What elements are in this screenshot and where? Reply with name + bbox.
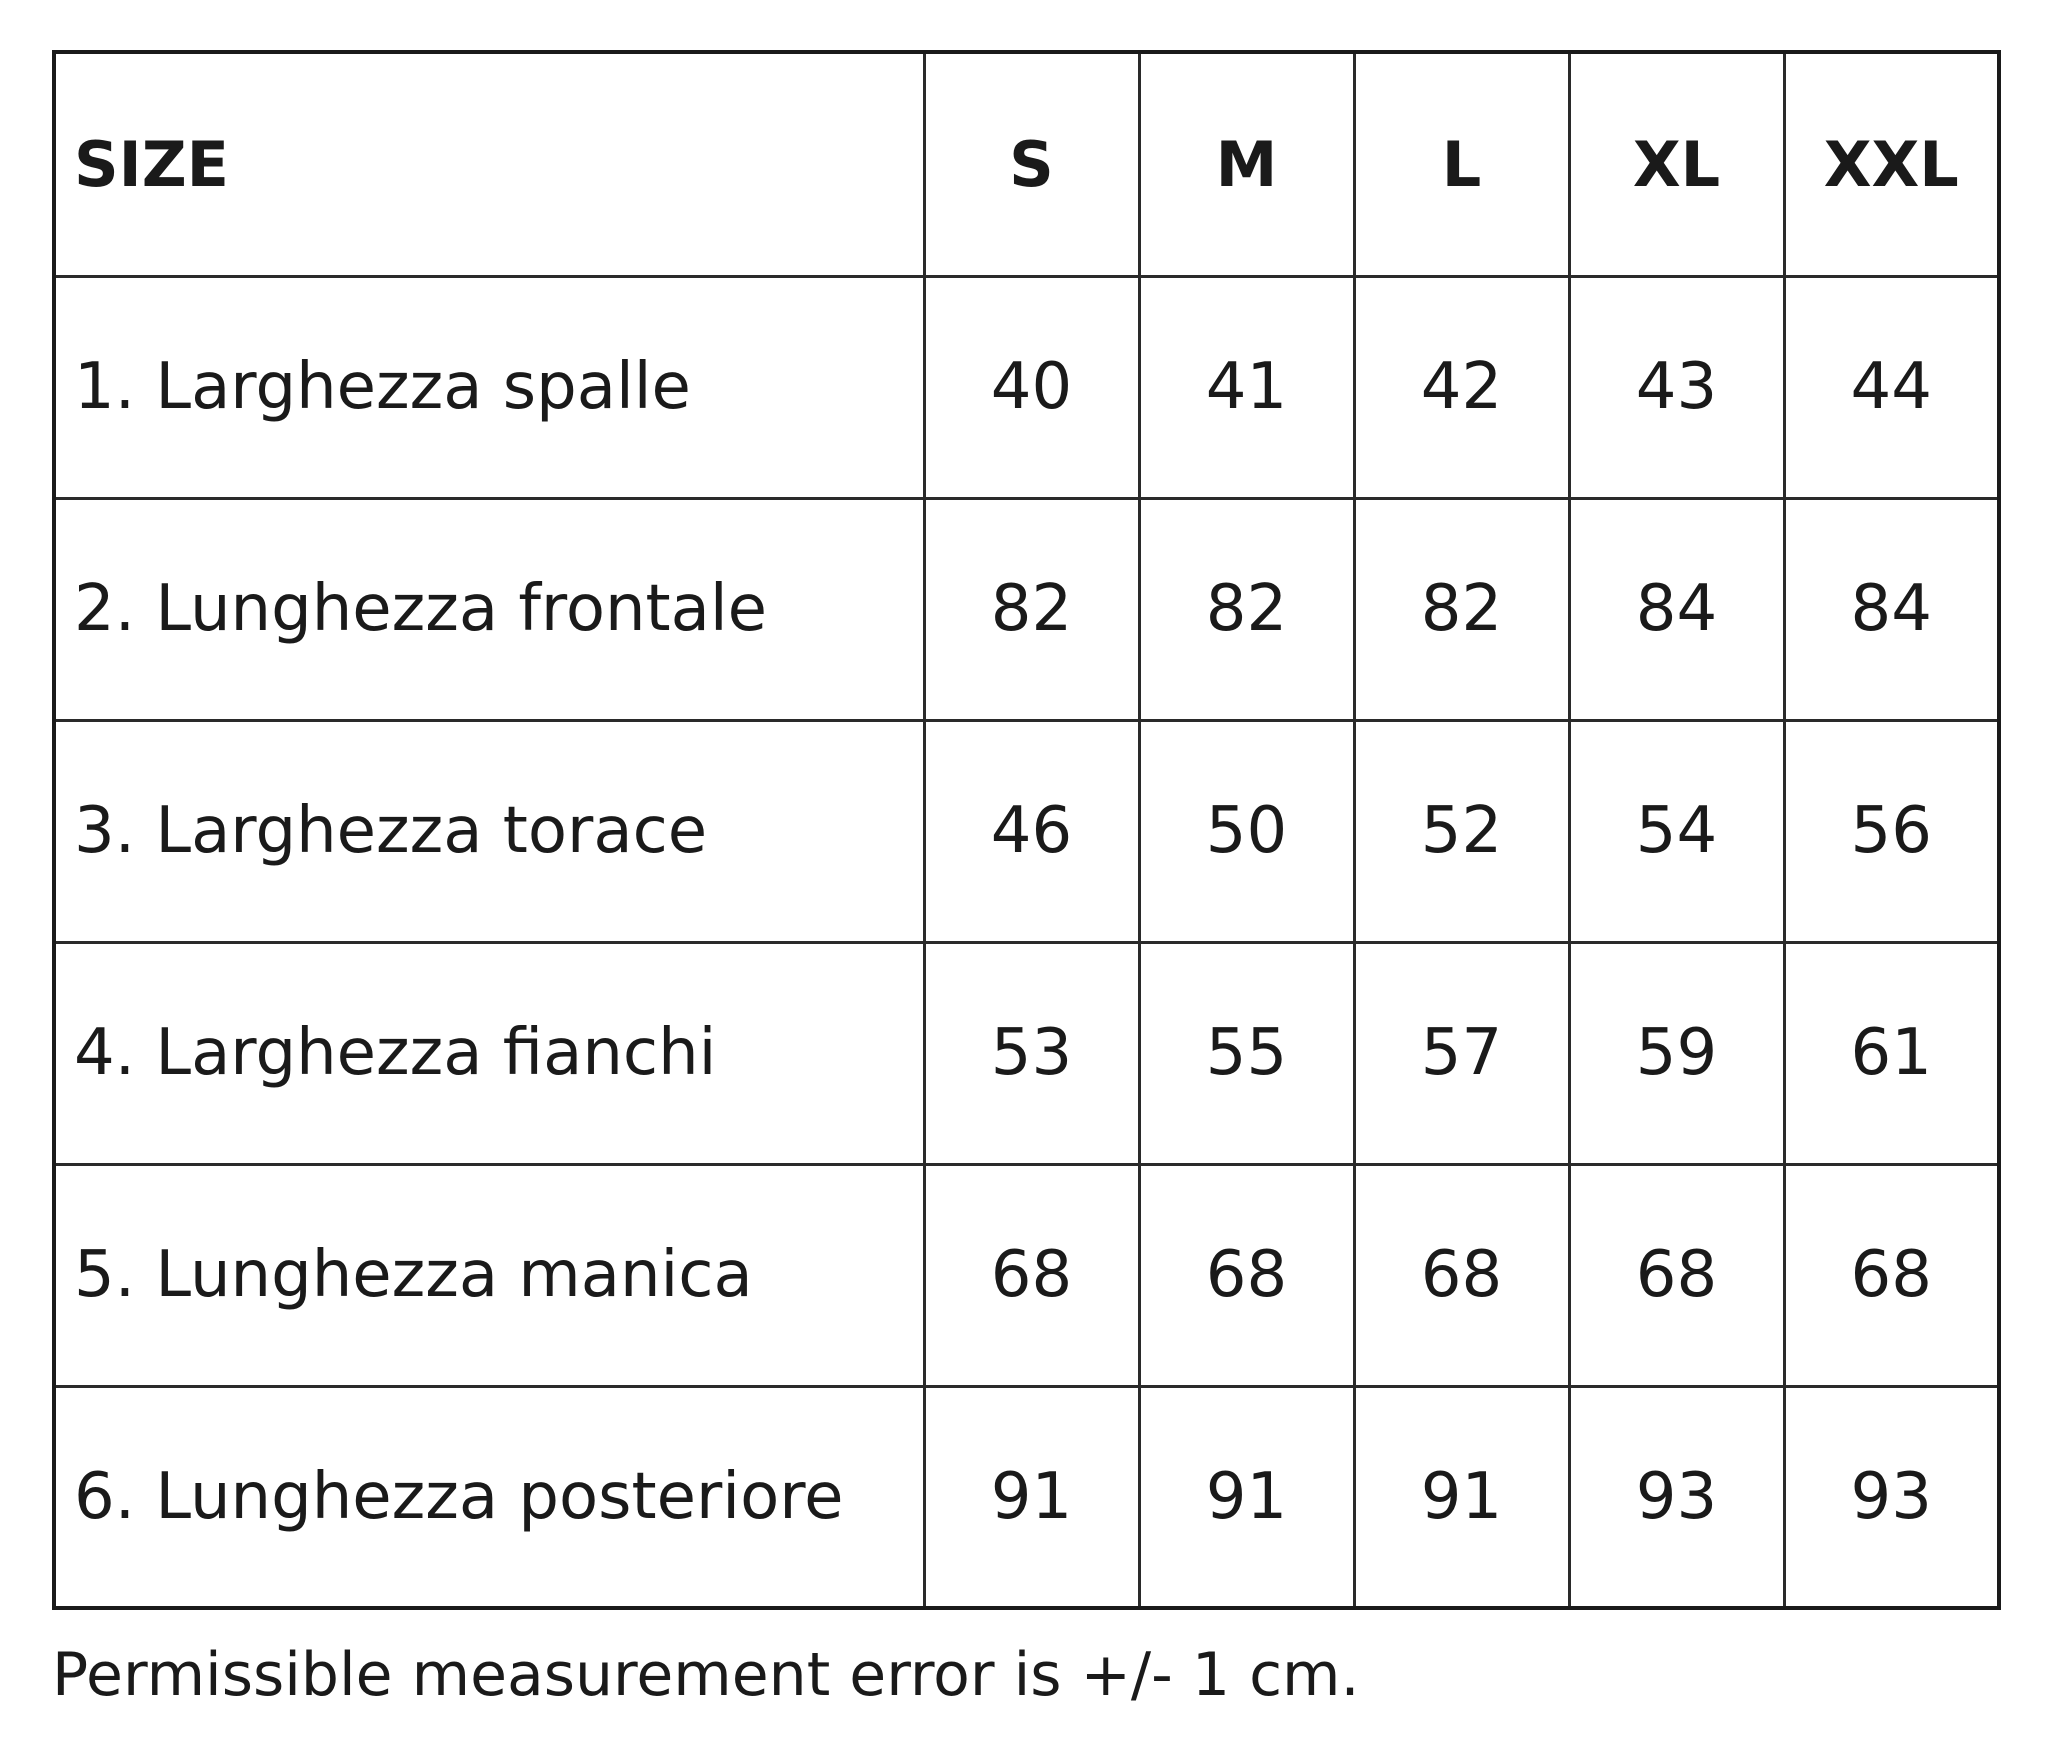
table-cell: 46: [924, 720, 1139, 942]
table-row: [54, 1164, 1999, 1386]
table-header-row: [54, 52, 1999, 276]
row-label: 3. Larghezza torace: [54, 720, 924, 942]
row-label: 2. Lunghezza frontale: [54, 498, 924, 720]
table-cell: 82: [1354, 498, 1569, 720]
table-cell: 91: [924, 1386, 1139, 1608]
table-cell: 52: [1354, 720, 1569, 942]
table-row: [54, 942, 1999, 1164]
table-row: [54, 1386, 1999, 1608]
table-cell: 68: [1784, 1164, 1999, 1386]
table-cell: 42: [1354, 276, 1569, 498]
table-cell: 84: [1569, 498, 1784, 720]
size-header-xl: XL: [1569, 52, 1784, 276]
size-header-m: M: [1139, 52, 1354, 276]
table-cell: 68: [924, 1164, 1139, 1386]
size-header-s: S: [924, 52, 1139, 276]
table-cell: 68: [1354, 1164, 1569, 1386]
table-cell: 93: [1784, 1386, 1999, 1608]
measurement-note: Permissible measurement error is +/- 1 cm.: [52, 1640, 1360, 1710]
size-header-l: L: [1354, 52, 1569, 276]
table-cell: 82: [1139, 498, 1354, 720]
table-cell: 91: [1354, 1386, 1569, 1608]
size-chart-table: [52, 50, 2001, 1610]
table-cell: 84: [1784, 498, 1999, 720]
row-label: 1. Larghezza spalle: [54, 276, 924, 498]
table-cell: 43: [1569, 276, 1784, 498]
table-cell: 68: [1139, 1164, 1354, 1386]
size-header-label: SIZE: [54, 52, 924, 276]
table-cell: 44: [1784, 276, 1999, 498]
table-row: [54, 498, 1999, 720]
table-cell: 55: [1139, 942, 1354, 1164]
size-header-xxl: XXL: [1784, 52, 1999, 276]
row-label: 5. Lunghezza manica: [54, 1164, 924, 1386]
row-label: 4. Larghezza fianchi: [54, 942, 924, 1164]
table-cell: 56: [1784, 720, 1999, 942]
table-cell: 40: [924, 276, 1139, 498]
table-cell: 61: [1784, 942, 1999, 1164]
table-cell: 82: [924, 498, 1139, 720]
table-cell: 91: [1139, 1386, 1354, 1608]
table-cell: 57: [1354, 942, 1569, 1164]
table-cell: 54: [1569, 720, 1784, 942]
table-cell: 53: [924, 942, 1139, 1164]
table-cell: 68: [1569, 1164, 1784, 1386]
table-cell: 93: [1569, 1386, 1784, 1608]
table-row: [54, 720, 1999, 942]
table-cell: 59: [1569, 942, 1784, 1164]
table-cell: 50: [1139, 720, 1354, 942]
table-cell: 41: [1139, 276, 1354, 498]
table-row: [54, 276, 1999, 498]
row-label: 6. Lunghezza posteriore: [54, 1386, 924, 1608]
